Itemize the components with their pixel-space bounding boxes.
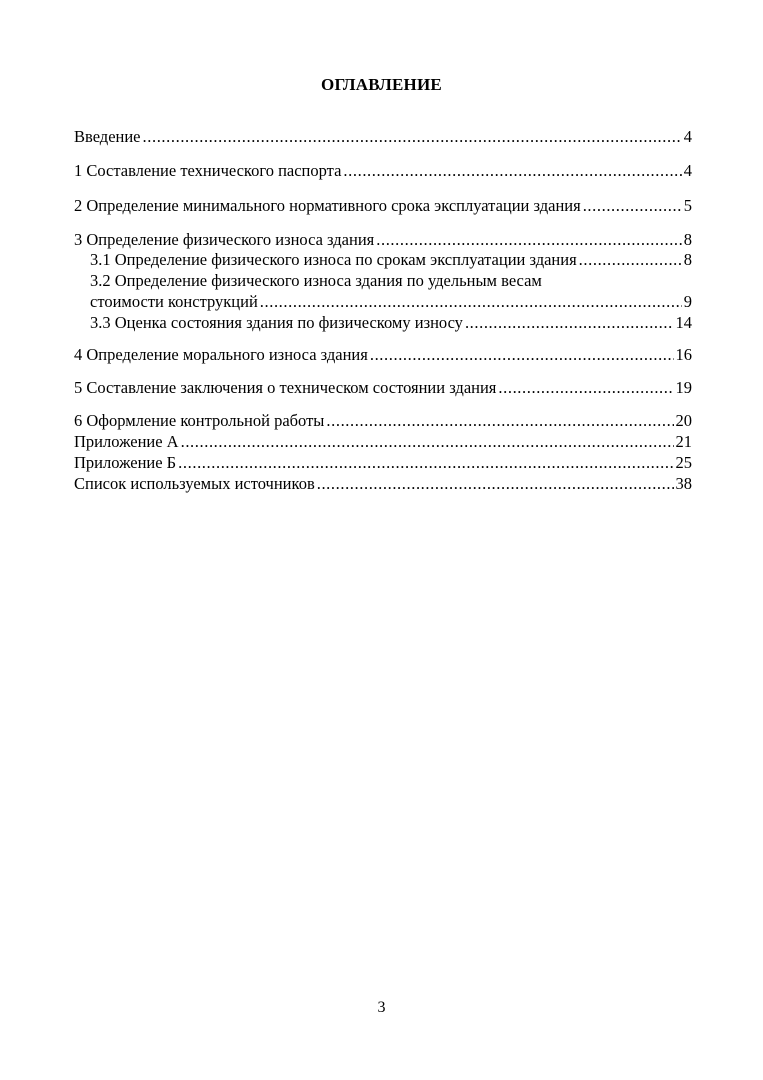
dot-leader xyxy=(376,229,682,251)
toc-entry-page: 8 xyxy=(683,230,692,249)
toc-entry-section-1[interactable] xyxy=(74,160,692,182)
toc-entry-page: 25 xyxy=(675,453,692,472)
toc-entry-section-3[interactable] xyxy=(74,229,692,251)
toc-entry-label: 4 Определение морального износа здания xyxy=(74,345,368,364)
toc-entry-appendix-a[interactable] xyxy=(74,431,692,453)
dot-leader xyxy=(143,126,682,148)
toc-entry-page: 4 xyxy=(683,127,692,146)
toc-entry-section-5[interactable] xyxy=(74,377,692,399)
toc-entry-section-3-2-line1[interactable] xyxy=(90,270,692,292)
toc-entry-label: 6 Оформление контрольной работы xyxy=(74,411,325,430)
toc-entry-label: 3.2 Определение физического износа здания по удельным весам xyxy=(90,271,542,290)
toc-entry-page: 19 xyxy=(675,378,692,397)
toc-entry-page: 5 xyxy=(683,196,692,215)
toc-entry-label: Приложение Б xyxy=(74,453,177,472)
dot-leader xyxy=(317,473,674,495)
toc-entry-section-3-3[interactable] xyxy=(90,312,692,334)
dot-leader xyxy=(583,195,682,217)
dot-leader xyxy=(370,344,674,366)
toc-entry-page: 21 xyxy=(675,432,692,451)
toc-entry-page: 14 xyxy=(675,313,692,332)
toc-entry-label: 5 Составление заключения о техническом состоянии здания xyxy=(74,378,497,397)
toc-entry-label: Список используемых источников xyxy=(74,474,315,493)
toc-entry-section-6[interactable] xyxy=(74,410,692,432)
dot-leader xyxy=(260,291,682,313)
toc-entry-section-2[interactable] xyxy=(74,195,692,217)
toc-entry-page: 9 xyxy=(683,292,692,311)
toc-entry-introduction[interactable] xyxy=(74,126,692,148)
dot-leader xyxy=(465,312,674,334)
toc-entry-page: 38 xyxy=(675,474,692,493)
toc-entry-page: 4 xyxy=(683,161,692,180)
toc-entry-label: Введение xyxy=(74,127,141,146)
page-number: 3 xyxy=(377,999,386,1016)
toc-entry-label: 3.1 Определение физического износа по срокам эксплуатации здания xyxy=(90,250,577,269)
toc-entry-page: 8 xyxy=(683,250,692,269)
dot-leader xyxy=(178,452,673,474)
toc-entry-label: стоимости конструкций xyxy=(90,292,258,311)
toc-entry-references[interactable] xyxy=(74,473,692,495)
toc-entry-label: Приложение А xyxy=(74,432,179,451)
toc-entry-section-4[interactable] xyxy=(74,344,692,366)
toc-entry-section-3-2[interactable] xyxy=(90,291,692,313)
toc-entry-page: 20 xyxy=(675,411,692,430)
dot-leader xyxy=(326,410,673,432)
dot-leader xyxy=(343,160,681,182)
toc-entry-appendix-b[interactable] xyxy=(74,452,692,474)
toc-entry-section-3-1[interactable] xyxy=(90,249,692,271)
toc-entry-label: 2 Определение минимального нормативного срока эксплуатации здания xyxy=(74,196,581,215)
page-title: ОГЛАВЛЕНИЕ xyxy=(321,75,442,94)
dot-leader xyxy=(579,249,682,271)
dot-leader xyxy=(181,431,674,453)
toc-entry-label: 3.3 Оценка состояния здания по физическому износу xyxy=(90,313,463,332)
toc-entry-label: 1 Составление технического паспорта xyxy=(74,161,342,180)
toc-entry-label: 3 Определение физического износа здания xyxy=(74,230,375,249)
toc-entry-page: 16 xyxy=(675,345,692,364)
dot-leader xyxy=(498,377,673,399)
